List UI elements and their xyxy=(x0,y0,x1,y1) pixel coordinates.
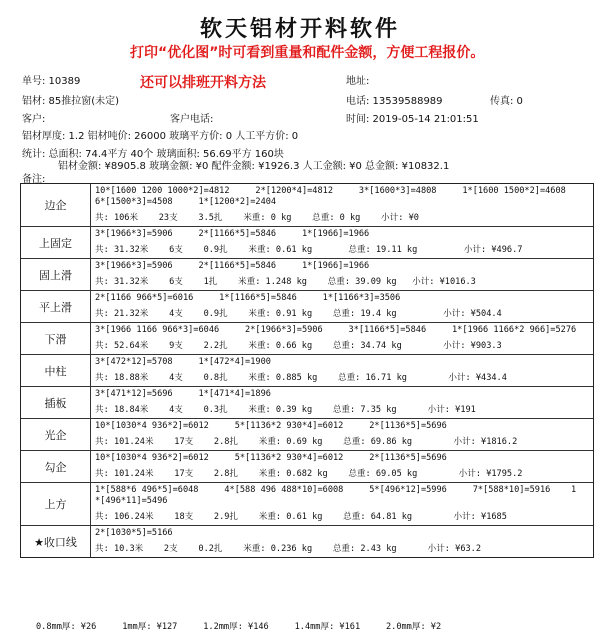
customer-phone-label: 客户电话: xyxy=(170,114,214,125)
cut-summary: 共: 31.32米 6支 0.9扎 米重: 0.61 kg 总重: 19.11 kg 小计: ¥496.7 xyxy=(95,245,523,255)
cut-formula: 3*[472*12]=5708 1*[472*4]=1900 xyxy=(95,357,271,367)
stats-line-1: 统计: 总面积: 74.4平方 40个 玻璃面积: 56.69平方 160块 xyxy=(22,149,284,160)
profile-name: 平上滑 xyxy=(21,291,91,322)
cut-summary: 共: 10.3米 2支 0.2扎 米重: 0.236 kg 总重: 2.43 kg 小计: ¥63.2 xyxy=(95,544,482,554)
cut-formula: 10*[1030*4 936*2]=6012 5*[1136*2 930*4]=6012 2*[1136*5]=5696 xyxy=(95,453,447,463)
profile-name: 插板 xyxy=(21,387,91,418)
phone-label: 电话: 13539588989 xyxy=(346,96,443,107)
table-row xyxy=(21,526,593,557)
table-row xyxy=(21,184,593,227)
promo-line-2: 还可以排班开料方法 xyxy=(140,75,266,91)
pricing-line: 铝材厚度: 1.2 铝材吨价: 26000 玻璃平方价: 0 人工平方价: 0 xyxy=(22,131,299,142)
cut-summary: 共: 101.24米 17支 2.8扎 米重: 0.69 kg 总重: 69.86 kg 小计: ¥1816.2 xyxy=(95,437,518,447)
cut-summary: 共: 106米 23支 3.5扎 米重: 0 kg 总重: 0 kg 小计: ¥0 xyxy=(95,213,419,223)
table-row xyxy=(21,419,593,451)
table-row xyxy=(21,259,593,291)
time-label: 时间: 2019-05-14 21:01:51 xyxy=(346,114,479,125)
cutting-table xyxy=(20,183,594,558)
table-row xyxy=(21,323,593,355)
fax-label: 传真: 0 xyxy=(490,96,523,107)
table-row xyxy=(21,451,593,483)
thickness-prices: 0.8mm厚: ¥26 1mm厚: ¥127 1.2mm厚: ¥146 1.4mm厚: ¥161 2.0mm厚: ¥2 xyxy=(36,622,442,632)
cut-formula: 2*[1030*5]=5166 xyxy=(95,528,173,538)
table-row xyxy=(21,355,593,387)
profile-name: 边企 xyxy=(21,184,91,226)
customer-label: 客户: xyxy=(22,114,46,125)
cut-summary: 共: 31.32米 6支 1扎 米重: 1.248 kg 总重: 39.09 kg 小计: ¥1016.3 xyxy=(95,277,476,287)
cut-formula: 1*[588*6 496*5]=6048 4*[588 496 488*10]=6008 5*[496*12]=5996 7*[588*10]=5916 1 *[496*11]=5496 xyxy=(95,485,577,506)
profile-name: 中柱 xyxy=(21,355,91,386)
profile-name: ★收口线 xyxy=(21,526,91,557)
cut-formula: 3*[1966*3]=5906 2*[1166*5]=5846 1*[1966]=1966 xyxy=(95,261,370,271)
cut-formula: 10*[1600 1200 1000*2]=4812 2*[1200*4]=4812 3*[1600*3]=4808 1*[1600 1500*2]=4608 6*[1500*3]=4508 1*[1200*2]=2404 xyxy=(95,186,566,207)
profile-name: 勾企 xyxy=(21,451,91,482)
stats-line-2: 铝材金额: ¥8905.8 玻璃金额: ¥0 配件金额: ¥1926.3 人工金额: ¥0 总金额: ¥10832.1 xyxy=(58,161,450,172)
table-row xyxy=(21,227,593,259)
cut-formula: 3*[1966*3]=5906 2*[1166*5]=5846 1*[1966]=1966 xyxy=(95,229,370,239)
cut-summary: 共: 21.32米 4支 0.9扎 米重: 0.91 kg 总重: 19.4 kg 小计: ¥504.4 xyxy=(95,309,502,319)
cut-formula: 2*[1166 966*5]=6016 1*[1166*5]=5846 1*[1166*3]=3506 xyxy=(95,293,401,303)
profile-name: 上方 xyxy=(21,483,91,525)
profile-name: 光企 xyxy=(21,419,91,450)
profile-name: 固上滑 xyxy=(21,259,91,290)
material-label: 铝材: 85推拉窗(未定) xyxy=(22,96,120,107)
order-number: 单号: 10389 xyxy=(22,76,81,87)
remarks-label: 备注: xyxy=(22,174,46,185)
profile-name: 下滑 xyxy=(21,323,91,354)
cut-formula: 10*[1030*4 936*2]=6012 5*[1136*2 930*4]=6012 2*[1136*5]=5696 xyxy=(95,421,447,431)
profile-name: 上固定 xyxy=(21,227,91,258)
cut-summary: 共: 52.64米 9支 2.2扎 米重: 0.66 kg 总重: 34.74 kg 小计: ¥903.3 xyxy=(95,341,502,351)
promo-line-1: 打印“优化图”时可看到重量和配件金额，方便工程报价。 xyxy=(130,45,485,61)
app-title: 软天铝材开料软件 xyxy=(199,16,400,42)
cut-summary: 共: 18.84米 4支 0.3扎 米重: 0.39 kg 总重: 7.35 kg 小计: ¥191 xyxy=(95,405,476,415)
cut-summary: 共: 106.24米 18支 2.9扎 米重: 0.61 kg 总重: 64.81 kg 小计: ¥1685 xyxy=(95,512,507,522)
table-row xyxy=(21,291,593,323)
cut-summary: 共: 101.24米 17支 2.8扎 米重: 0.682 kg 总重: 69.05 kg 小计: ¥1795.2 xyxy=(95,469,523,479)
cut-formula: 3*[471*12]=5696 1*[471*4]=1896 xyxy=(95,389,271,399)
address-label: 地址: xyxy=(346,76,370,87)
cut-summary: 共: 18.88米 4支 0.8扎 米重: 0.885 kg 总重: 16.71 kg 小计: ¥434.4 xyxy=(95,373,507,383)
cut-formula: 3*[1966 1166 966*3]=6046 2*[1966*3]=5906 3*[1166*5]=5846 1*[1966 1166*2 966]=5276 xyxy=(95,325,577,335)
table-row xyxy=(21,483,593,526)
table-row xyxy=(21,387,593,419)
